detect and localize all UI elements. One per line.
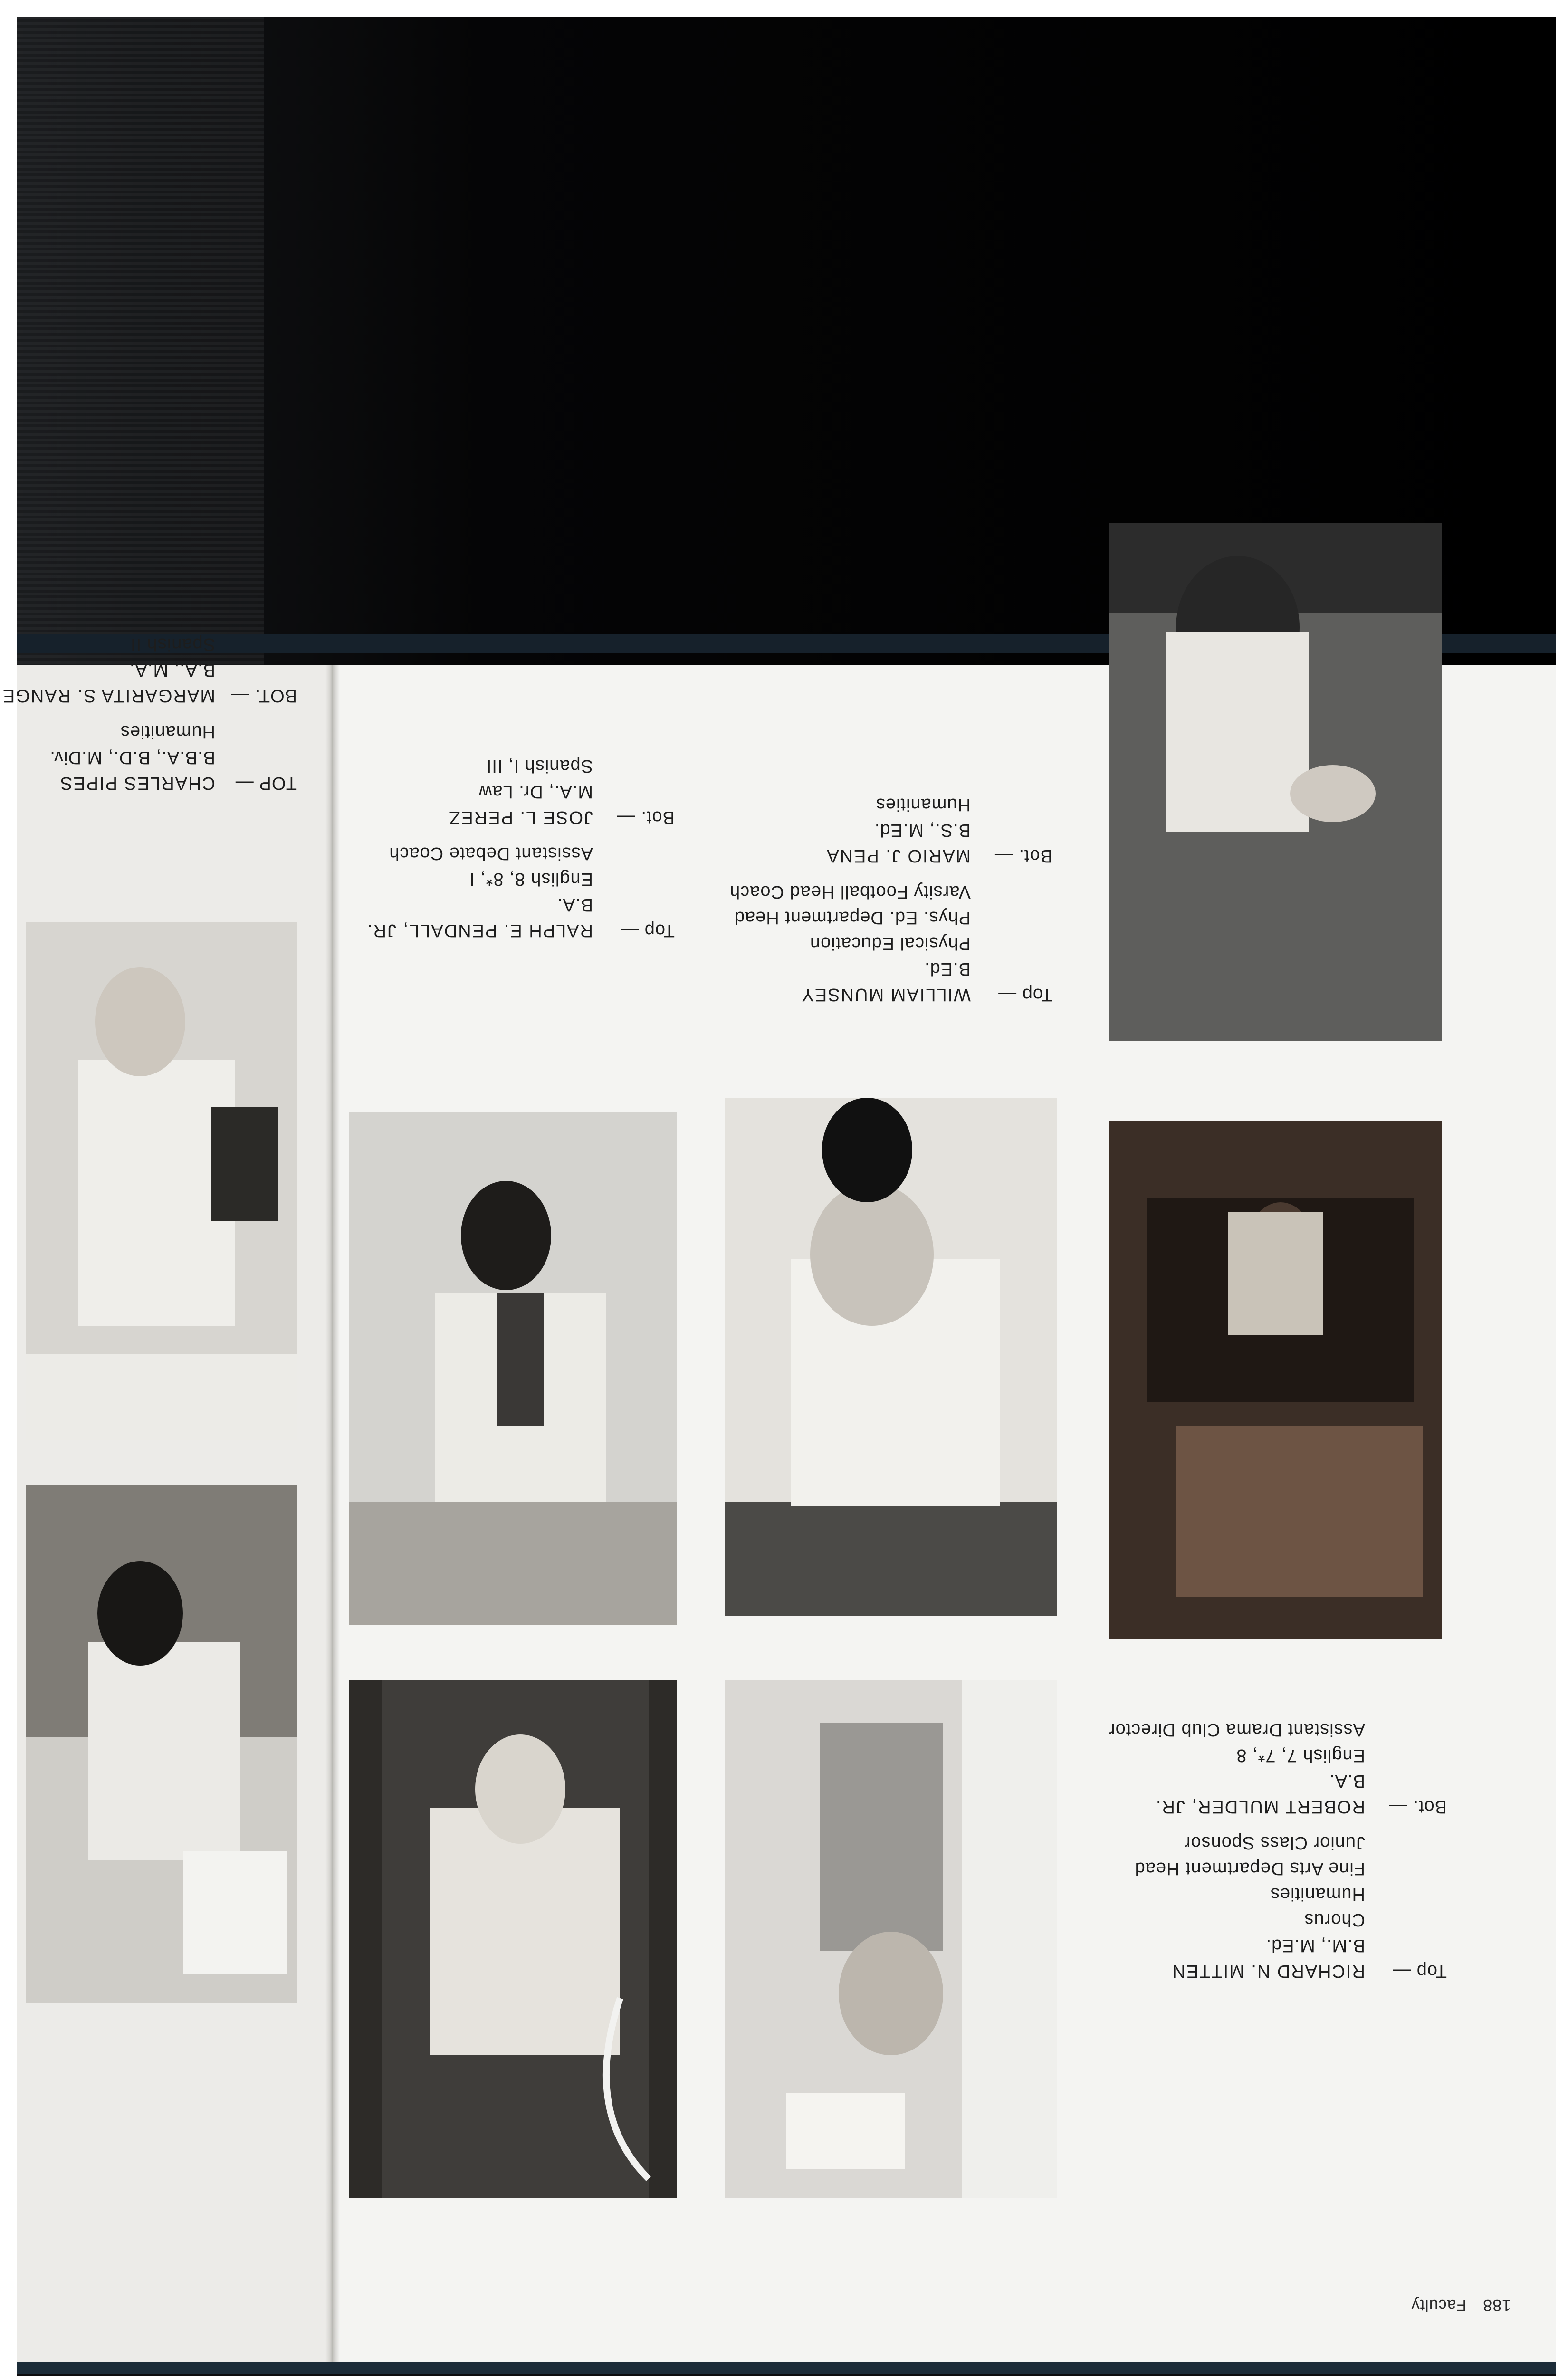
role-line: Phys. Ed. Department Head (734, 908, 971, 928)
credential-line: B.S., M.Ed. (874, 820, 971, 840)
credential-line: B.Ed. (924, 959, 971, 979)
book-gutter (325, 665, 340, 2362)
photo-pipes-figure (26, 922, 297, 1440)
credential-line: B.A., M.A. (129, 660, 215, 680)
faculty-name: WILLIAM MUNSEY (801, 985, 971, 1005)
caption-mitten-mulder (1109, 1717, 1447, 1984)
credential-line: M.A., Dr. Law (478, 782, 593, 802)
faculty-name: RICHARD N. MITTEN (1171, 1961, 1365, 1981)
subject-line: English 7, 7*, 8 (1236, 1745, 1365, 1765)
caption-top-label: Top — (1392, 1961, 1447, 1981)
caption-top-label: TOP — (235, 773, 297, 793)
page-folio (1411, 2296, 1511, 2314)
role-line: Assistant Drama Club Director (1108, 1720, 1365, 1740)
photo-mulder (1109, 523, 1442, 1041)
page-section: Faculty (1411, 2296, 1467, 2314)
page-number: 188 (1482, 2296, 1511, 2314)
photo-range (26, 1485, 297, 2003)
photo-pendall-figure (349, 1112, 677, 1625)
caption-bot-label: Bot. — (1388, 1797, 1447, 1817)
faculty-name: CHARLES PIPES (59, 773, 215, 793)
caption-pipes-range (2, 632, 297, 796)
faculty-name: ROBERT MULDER, JR. (1155, 1797, 1365, 1817)
caption-top-label: Top — (998, 985, 1052, 1005)
subject-line: Chorus (1304, 1910, 1365, 1930)
photo-munsey (725, 1680, 1057, 2198)
caption-top-label: Top — (620, 920, 675, 940)
caption-bot-label: BOT. — (230, 686, 297, 706)
faculty-name: RALPH E. PENDALL, JR. (366, 920, 593, 940)
credential-line: B.B.A., B.D., M.Div. (49, 747, 215, 767)
faculty-name: MARIO J. PENA (826, 846, 971, 866)
subject-line: Humanities (875, 795, 971, 814)
photo-pendall (349, 1112, 677, 1625)
photo-mitten (1109, 1121, 1442, 1639)
role-line: Fine Arts Department Head (1134, 1859, 1365, 1878)
credential-line: B.M., M.Ed. (1265, 1935, 1365, 1955)
subject-line: Humanities (1270, 1884, 1365, 1904)
credential-line: B.A. (1329, 1771, 1365, 1791)
subject-line: Physical Education (809, 933, 971, 953)
photo-mitten-figure (1109, 1121, 1442, 1639)
subject-line: Spanish II (130, 634, 215, 654)
subject-line: Spanish I, III (486, 756, 593, 776)
caption-bot-label: Bot. — (616, 807, 675, 827)
caption-pendall-perez (366, 753, 675, 943)
faculty-name: JOSE L. PEREZ (448, 807, 593, 827)
photo-range-figure (26, 1485, 297, 2003)
photo-pena-figure (725, 1098, 1057, 1616)
subject-line: English 8, 8*, I (468, 869, 593, 889)
photo-perez (349, 1680, 677, 2198)
subject-line: Humanities (120, 722, 215, 742)
caption-bot-label: Bot. — (994, 846, 1052, 866)
scanner-stripe (17, 17, 264, 672)
caption-munsey-pena (729, 792, 1052, 1007)
photo-munsey-figure (725, 1680, 1057, 2198)
photo-pipes (26, 922, 297, 1440)
role-line: Varsity Football Head Coach (729, 882, 971, 902)
photo-mulder-figure (1109, 523, 1442, 1041)
photo-pena (725, 1098, 1057, 1616)
role-line: Assistant Debate Coach (389, 843, 593, 863)
yearbook-spread (1, 634, 1556, 2362)
faculty-name: MARGARITA S. RANGE (1, 686, 215, 706)
photo-perez-figure (349, 1680, 677, 2198)
credential-line: B.A. (557, 895, 593, 915)
role-line: Junior Class Sponsor (1184, 1833, 1365, 1853)
